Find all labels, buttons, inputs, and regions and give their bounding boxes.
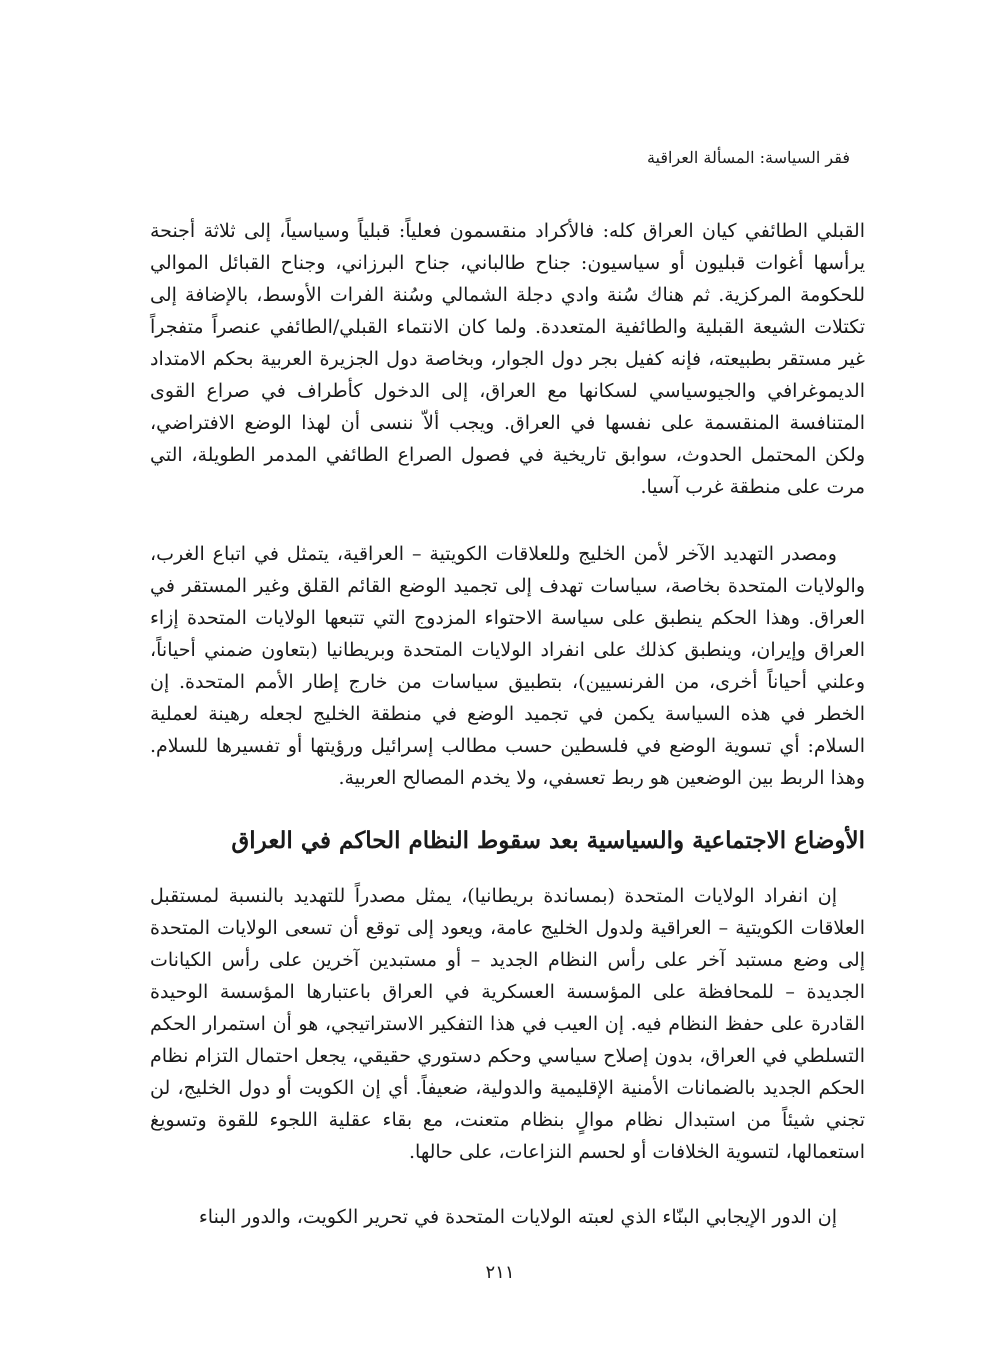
running-header: فقر السياسة: المسألة العراقية [646,148,850,167]
section-heading: الأوضاع الاجتماعية والسياسية بعد سقوط النظام الحاكم في العراق [231,827,865,854]
paragraph-text: إن انفراد الولايات المتحدة (بمساندة بريطانيا)، يمثل مصدراً للتهديد بالنسبة لمستقبل العلاقات الكويتية – العراقية ولدول الخليج عامة، ويعود إلى توقع أن تسعى الولايات المتحدة إلى وضع مستبد آخر على رأس النظام الجديد – أو مستبدين آخرين على رأس الكيانات الجديدة – للمحافظة على المؤسسة العسكرية في العراق باعتبارها المؤسسة الوحيدة القادرة على حفظ النظام فيه. إن العيب في هذا التفكير الاستراتيجي، هو أن استمرار الحكم التسلطي في العراق، بدون إصلاح سياسي وحكم دستوري حقيقي، يجعل احتمال التزام نظام الحكم الجديد بالضمانات الأمنية الإقليمية والدولية، ضعيفاً. أي إن الكويت أو دول الخليج، لن تجني شيئاً من استبدال نظام موالٍ بنظام متعنت، مع بقاء عقلية اللجوء للقوة وتسويغ استعمالها، لتسوية الخلافات أو لحسم النزاعات، على حالها. [150,885,865,1163]
page-number: ٢١١ [485,1262,515,1283]
paragraph-4 [150,1201,865,1233]
paragraph-3 [150,880,865,1168]
paragraph-text: القبلي الطائفي كيان العراق كله: فالأكراد منقسمون فعلياً: قبلياً وسياسياً، إلى ثلاثة أجنحة يرأسها أغوات قبليون أو سياسيون: جناح طالباني، جناح البرزاني، وجناح القبائل الموالي للحكومة المركزية. ثم هناك سُنة وادي دجلة الشمالي وسُنة الفرات الأوسط، بالإضافة إلى تكتلات الشيعة القبلية والطائفية المتعددة. ولما كان الانتماء القبلي/الطائفي عنصراً متفجراً غير مستقر بطبيعته، فإنه كفيل بجر دول الجوار، وبخاصة دول الجزيرة العربية بحكم الامتداد الديموغرافي والجيوسياسي لسكانها مع العراق، إلى الدخول كأطراف في صراع القوى المتنافسة المنقسمة على نفسها في العراق. ويجب ألاّ ننسى أن لهذا الوضع الافتراضي، ولكن المحتمل الحدوث، سوابق تاريخية في فصول الصراع الطائفي المدمر الطويلة، التي مرت على منطقة غرب آسيا. [150,220,865,498]
paragraph-2 [150,538,865,794]
paragraph-1 [150,215,865,503]
paragraph-text: إن الدور الإيجابي البنّاء الذي لعبته الولايات المتحدة في تحرير الكويت، والدور البناء [198,1206,837,1228]
paragraph-text: ومصدر التهديد الآخر لأمن الخليج وللعلاقات الكويتية – العراقية، يتمثل في اتباع الغرب، والولايات المتحدة بخاصة، سياسات تهدف إلى تجميد الوضع القائم القلق وغير المستقر في العراق. وهذا الحكم ينطبق على سياسة الاحتواء المزدوج التي تتبعها الولايات المتحدة إزاء العراق وإيران، وينطبق كذلك على انفراد الولايات المتحدة وبريطانيا (بتعاون ضمني أحياناً، وعلني أحياناً أخرى، من الفرنسيين)، بتطبيق سياسات من خارج إطار الأمم المتحدة. إن الخطر في هذه السياسة يكمن في تجميد الوضع في منطقة الخليج لجعله رهينة لعملية السلام: أي تسوية الوضع في فلسطين حسب مطالب إسرائيل ورؤيتها أو تفسيرها للسلام. وهذا الربط بين الوضعين هو ربط تعسفي، ولا يخدم المصالح العربية. [150,543,865,789]
